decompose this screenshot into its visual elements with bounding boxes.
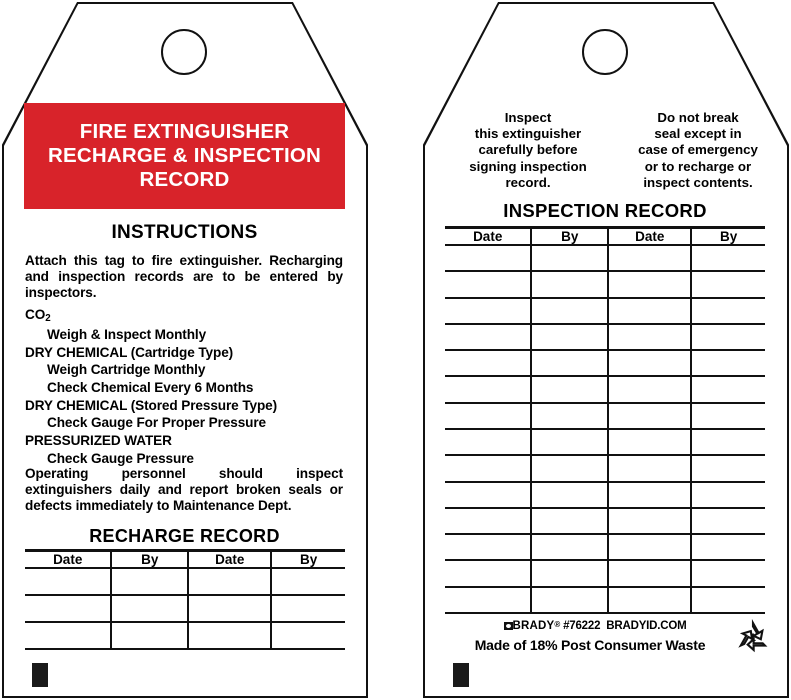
agent-item-dry-stored-1: Check Gauge For Proper Pressure <box>47 415 267 431</box>
inspection-record-table <box>445 226 765 614</box>
title-banner <box>24 103 345 209</box>
inspection-cell[interactable] <box>691 271 765 297</box>
notice-inspect-line-3: carefully before <box>478 142 578 158</box>
inspection-cell[interactable] <box>608 587 691 613</box>
recycled-content-note: Made of 18% Post Consumer Waste <box>474 637 706 653</box>
agent-heading-pressurized-water: PRESSURIZED WATER <box>25 432 172 448</box>
table-row[interactable] <box>445 324 765 350</box>
brady-registered-mark: ® <box>554 620 561 629</box>
inspection-cell[interactable] <box>691 245 765 271</box>
inspection-cell[interactable] <box>691 429 765 455</box>
notice-inspect-line-4: signing inspection <box>469 158 587 174</box>
table-row[interactable] <box>445 350 765 376</box>
recharge-cell[interactable] <box>25 595 111 622</box>
table-row[interactable] <box>445 429 765 455</box>
inspection-cell[interactable] <box>531 403 608 429</box>
instructions-heading: INSTRUCTIONS <box>111 222 258 243</box>
inspection-cell[interactable] <box>691 350 765 376</box>
inspection-cell[interactable] <box>445 560 531 586</box>
recharge-cell[interactable] <box>271 622 345 649</box>
table-row[interactable] <box>25 595 345 622</box>
banner-line-1: FIRE EXTINGUISHER <box>79 120 290 144</box>
inspection-cell[interactable] <box>608 508 691 534</box>
inspection-record-title: INSPECTION RECORD <box>503 200 707 221</box>
inspection-cell[interactable] <box>691 508 765 534</box>
table-row[interactable] <box>25 622 345 649</box>
inspection-cell[interactable] <box>531 560 608 586</box>
inspection-cell[interactable] <box>691 324 765 350</box>
table-row[interactable] <box>445 376 765 402</box>
table-row[interactable] <box>445 587 765 613</box>
table-row[interactable] <box>445 298 765 324</box>
co2-subscript: 2 <box>45 313 51 325</box>
notice-inspect-line-5: record. <box>505 174 551 190</box>
recharge-cell[interactable] <box>271 595 345 622</box>
brady-website[interactable]: BRADYID.COM <box>606 620 687 632</box>
inspection-cell[interactable] <box>445 534 531 560</box>
inspection-col-date-1: Date <box>445 228 531 246</box>
inspection-col-by-2: By <box>691 228 765 246</box>
inspection-cell[interactable] <box>608 429 691 455</box>
recharge-col-date-1: Date <box>25 551 111 569</box>
inspection-record-body <box>445 245 765 613</box>
inspection-cell[interactable] <box>691 534 765 560</box>
inspection-cell[interactable] <box>531 534 608 560</box>
brady-part-number: #76222 <box>563 620 601 632</box>
front-registration-mark <box>32 663 48 687</box>
inspection-cell[interactable] <box>608 271 691 297</box>
notice-seal-line-1: Do not break <box>657 110 739 125</box>
recharge-cell[interactable] <box>188 622 271 649</box>
inspection-cell[interactable] <box>608 350 691 376</box>
back-tag-hole-icon <box>582 29 628 75</box>
inspection-header-row <box>445 228 765 246</box>
recharge-cell[interactable] <box>111 622 188 649</box>
recharge-cell[interactable] <box>25 568 111 595</box>
table-row[interactable] <box>445 245 765 271</box>
closing-paragraph: Operating personnel should inspect extinguishers daily and report broken seals or defects immediately to Maintenance Dept. <box>25 466 343 513</box>
brady-brand-name: BRADY <box>512 620 555 632</box>
inspection-cell[interactable] <box>531 245 608 271</box>
inspection-cell[interactable] <box>445 455 531 481</box>
recharge-col-by-1: By <box>111 551 188 569</box>
brady-brand-line <box>445 620 745 632</box>
inspection-cell[interactable] <box>691 560 765 586</box>
inspection-cell[interactable] <box>445 429 531 455</box>
notice-seal-line-4: or to recharge or <box>644 158 752 174</box>
inspection-cell[interactable] <box>531 350 608 376</box>
agent-heading-dry-cartridge: DRY CHEMICAL (Cartridge Type) <box>25 344 234 360</box>
notice-seal-line-2: seal except in <box>654 126 742 142</box>
recharge-cell[interactable] <box>111 595 188 622</box>
table-row[interactable] <box>445 534 765 560</box>
inspection-col-date-2: Date <box>608 228 691 246</box>
front-tag-hole-icon <box>161 29 207 75</box>
table-row[interactable] <box>25 568 345 595</box>
table-row[interactable] <box>445 508 765 534</box>
table-row[interactable] <box>445 403 765 429</box>
table-row[interactable] <box>445 482 765 508</box>
banner-line-3: RECORD <box>139 167 230 191</box>
inspection-cell[interactable] <box>531 508 608 534</box>
agent-item-dry-cartridge-1: Weigh Cartridge Monthly <box>47 362 206 378</box>
recharge-record-table <box>25 549 345 650</box>
inspection-cell[interactable] <box>445 508 531 534</box>
inspection-cell[interactable] <box>445 350 531 376</box>
agent-item-pressurized-water-1: Check Gauge Pressure <box>47 450 194 466</box>
table-row[interactable] <box>445 560 765 586</box>
agent-instruction-list <box>25 306 345 467</box>
inspection-cell[interactable] <box>608 560 691 586</box>
inspection-cell[interactable] <box>608 455 691 481</box>
agent-item-dry-cartridge-2: Check Chemical Every 6 Months <box>47 379 254 395</box>
inspection-cell[interactable] <box>531 376 608 402</box>
inspection-cell[interactable] <box>531 587 608 613</box>
recycle-code-text: 1 <box>750 632 756 645</box>
agent-item-co2-1: Weigh & Inspect Monthly <box>47 326 207 342</box>
inspection-cell[interactable] <box>608 534 691 560</box>
table-row[interactable] <box>445 271 765 297</box>
back-registration-mark <box>453 663 469 687</box>
agent-heading-co2: $CO_2$ <box>25 307 51 325</box>
inspection-cell[interactable] <box>445 376 531 402</box>
inspection-cell[interactable] <box>531 298 608 324</box>
inspection-cell[interactable] <box>691 455 765 481</box>
inspection-cell[interactable] <box>608 245 691 271</box>
inspection-cell[interactable] <box>445 271 531 297</box>
notice-inspect-line-2: this extinguisher <box>474 126 582 142</box>
inspection-col-by-1: By <box>531 228 608 246</box>
inspection-cell[interactable] <box>531 429 608 455</box>
inspection-cell[interactable] <box>445 245 531 271</box>
inspection-cell[interactable] <box>445 298 531 324</box>
recharge-cell[interactable] <box>111 568 188 595</box>
notice-inspect-line-1: Inspect <box>504 110 552 125</box>
inspection-cell[interactable] <box>531 324 608 350</box>
banner-line-2: RECHARGE & INSPECTION <box>47 144 321 168</box>
recharge-record-title: RECHARGE RECORD <box>89 526 280 546</box>
inspection-cell[interactable] <box>691 298 765 324</box>
recharge-col-by-2: By <box>271 551 345 569</box>
brady-logo-icon <box>504 622 513 630</box>
inspection-cell[interactable] <box>531 482 608 508</box>
inspection-cell[interactable] <box>691 376 765 402</box>
recharge-record-body <box>25 568 345 649</box>
recharge-cell[interactable] <box>188 595 271 622</box>
inspection-cell[interactable] <box>531 271 608 297</box>
table-row[interactable] <box>445 455 765 481</box>
inspection-cell[interactable] <box>608 376 691 402</box>
notice-seal-line-5: inspect contents. <box>643 174 753 190</box>
notice-seal-line-3: case of emergency <box>638 142 758 158</box>
recycle-icon <box>733 618 773 658</box>
notice-seal-block <box>613 110 783 191</box>
inspection-cell[interactable] <box>691 482 765 508</box>
intro-paragraph: Attach this tag to fire extinguisher. Recharging and inspection records are to be entered by inspectors. <box>25 253 343 300</box>
inspection-cell[interactable] <box>445 324 531 350</box>
inspection-cell[interactable] <box>445 587 531 613</box>
inspection-cell[interactable] <box>531 455 608 481</box>
recharge-cell[interactable] <box>188 568 271 595</box>
recharge-cell[interactable] <box>25 622 111 649</box>
recharge-cell[interactable] <box>271 568 345 595</box>
inspection-cell[interactable] <box>691 587 765 613</box>
inspection-cell[interactable] <box>608 324 691 350</box>
inspection-cell[interactable] <box>608 403 691 429</box>
inspection-cell[interactable] <box>608 482 691 508</box>
inspection-cell[interactable] <box>445 403 531 429</box>
inspection-cell[interactable] <box>691 403 765 429</box>
inspection-cell[interactable] <box>445 482 531 508</box>
recharge-col-date-2: Date <box>188 551 271 569</box>
inspection-cell[interactable] <box>608 298 691 324</box>
notice-inspect-block <box>443 110 613 191</box>
agent-heading-dry-stored: DRY CHEMICAL (Stored Pressure Type) <box>25 397 278 413</box>
recharge-header-row <box>25 551 345 569</box>
